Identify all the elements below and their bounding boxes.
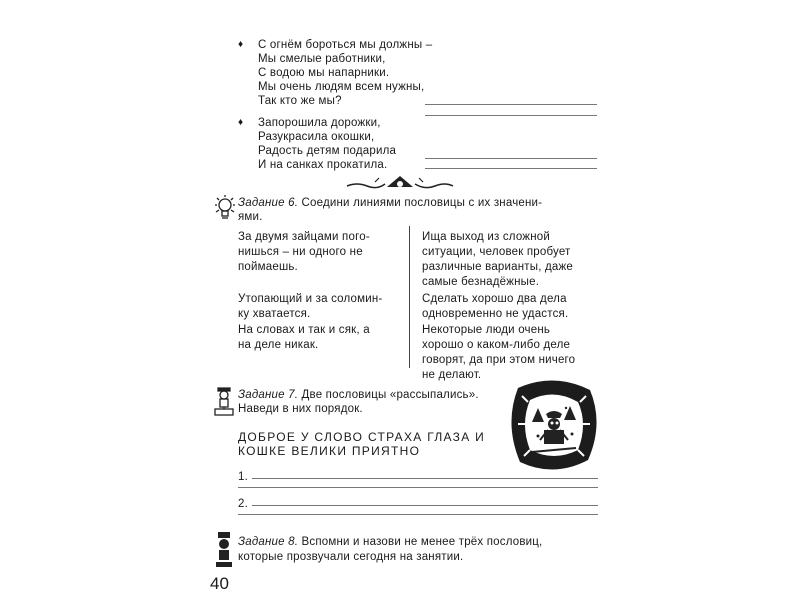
answer-line[interactable] bbox=[425, 104, 597, 105]
answer-line[interactable] bbox=[425, 168, 597, 169]
riddle-line: Радость детям подарила bbox=[258, 145, 397, 157]
lightbulb-icon bbox=[212, 194, 238, 224]
column-divider bbox=[409, 226, 410, 368]
winter-child-illustration bbox=[508, 378, 600, 474]
answer-line[interactable] bbox=[252, 478, 598, 479]
meaning-line: Некоторые люди очень bbox=[422, 324, 551, 336]
task8-text-2: которые прозвучали сегодня на занятии. bbox=[238, 551, 464, 563]
meaning-line: ситуации, человек пробует bbox=[422, 246, 571, 258]
answer-line[interactable] bbox=[252, 505, 598, 506]
bullet-icon: ♦ bbox=[238, 39, 244, 50]
proverb-line: На словах и так и сяк, а bbox=[238, 324, 370, 336]
meaning-line: самые безнадёжные. bbox=[422, 276, 540, 288]
speaker-figure-icon bbox=[212, 530, 236, 570]
task8-text-1: Вспомни и назови не менее трёх пословиц, bbox=[298, 536, 543, 548]
riddle-line: Мы смелые работники, bbox=[258, 53, 386, 65]
proverb-line: на деле никак. bbox=[238, 339, 319, 351]
bullet-icon: ♦ bbox=[238, 117, 244, 128]
meaning-line: одновременно не удастся. bbox=[422, 308, 569, 320]
meaning-line: хорошо о каком-либо деле bbox=[422, 339, 571, 351]
meaning-line: Сделать хорошо два дела bbox=[422, 293, 567, 305]
scrambled-words-line-1: ДОБРОЕ У СЛОВО СТРАХА ГЛАЗА И bbox=[238, 430, 486, 444]
riddle-line: Так кто же мы? bbox=[258, 95, 342, 107]
meaning-line: говорят, да при этом ничего bbox=[422, 354, 576, 366]
answer-line[interactable] bbox=[425, 158, 597, 159]
proverb-line: ку хватается. bbox=[238, 308, 311, 320]
task7-heading bbox=[238, 388, 479, 402]
task7-label: Задание 7. bbox=[238, 389, 299, 401]
task7-text-1: Две пословицы «рассыпались». bbox=[298, 389, 479, 401]
page-number: 40 bbox=[210, 574, 229, 593]
task6-text-1: Соедини линиями пословицы с их значени- bbox=[298, 197, 543, 209]
answer-number: 1. bbox=[238, 471, 248, 483]
task6-label: Задание 6. bbox=[238, 197, 299, 209]
scrambled-words-line-2: КОШКЕ ВЕЛИКИ ПРИЯТНО bbox=[238, 444, 421, 458]
meaning-line: Ища выход из сложной bbox=[422, 231, 550, 243]
riddle-line: Разукрасила окошки, bbox=[258, 131, 375, 143]
riddle-line: Мы очень людям всем нужны, bbox=[258, 81, 425, 93]
puzzle-figure-icon bbox=[212, 384, 236, 418]
proverb-line: нишься – ни одного не bbox=[238, 246, 363, 258]
task6-heading bbox=[238, 196, 542, 210]
answer-line[interactable] bbox=[238, 487, 598, 488]
riddle-line: С водою мы напарники. bbox=[258, 67, 390, 79]
ornament-divider-icon bbox=[345, 172, 455, 192]
proverb-line: За двумя зайцами пого- bbox=[238, 231, 370, 243]
riddle-line: С огнём бороться мы должны – bbox=[258, 39, 433, 51]
answer-number: 2. bbox=[238, 498, 248, 510]
task8-heading bbox=[238, 535, 542, 549]
answer-line[interactable] bbox=[425, 115, 597, 116]
riddle-line: И на санках прокатила. bbox=[258, 159, 388, 171]
riddle-line: Запорошила дорожки, bbox=[258, 117, 381, 129]
answer-line[interactable] bbox=[238, 514, 598, 515]
task8-label: Задание 8. bbox=[238, 536, 299, 548]
proverb-line: поймаешь. bbox=[238, 261, 298, 273]
task7-text-2: Наведи в них порядок. bbox=[238, 403, 363, 415]
proverb-line: Утопающий и за соломин- bbox=[238, 293, 383, 305]
meaning-line: различные варианты, даже bbox=[422, 261, 573, 273]
task6-text-2: ями. bbox=[238, 211, 263, 223]
meaning-line: не делают. bbox=[422, 369, 482, 381]
